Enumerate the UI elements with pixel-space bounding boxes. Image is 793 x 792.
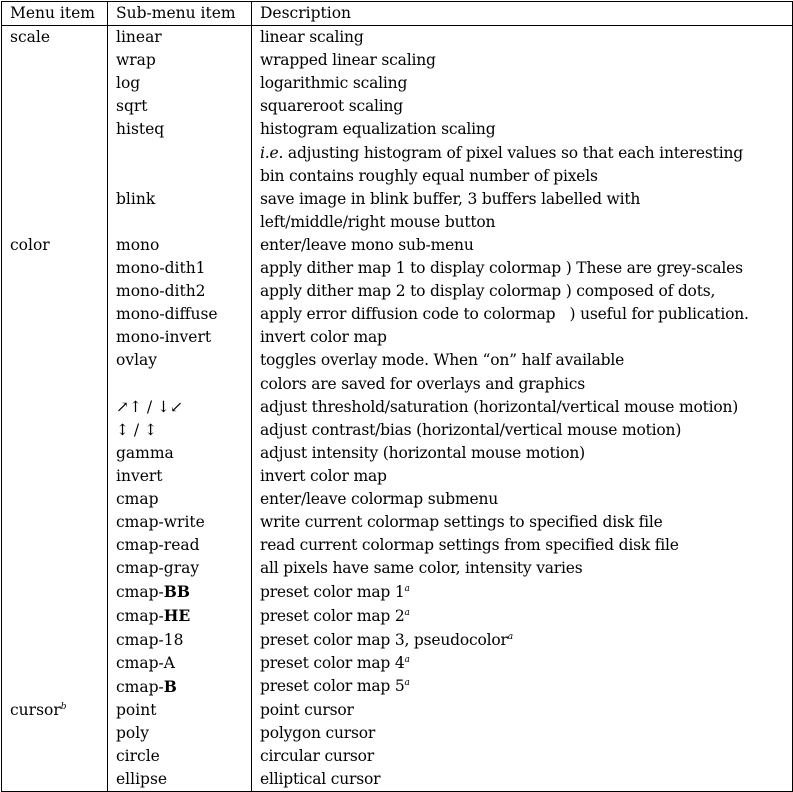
table-row: [2, 188, 793, 211]
description-text: write current colormap settings to specified disk file: [260, 513, 663, 532]
description-cell: [252, 745, 793, 768]
sub-menu-item-cell: [108, 557, 252, 580]
description-text: linear scaling: [260, 28, 364, 47]
table-row: [2, 165, 793, 188]
description-text: bin contains roughly equal number of pixels: [260, 166, 598, 185]
menu-item-cell: [2, 768, 108, 792]
description-cell: [252, 280, 793, 303]
menu-item-cell: [2, 373, 108, 396]
description-cell: [252, 26, 793, 50]
table-row: [2, 557, 793, 580]
table-row: [2, 488, 793, 511]
menu-item-cell: [2, 465, 108, 488]
description-text: all pixels have same color, intensity varies: [260, 559, 583, 578]
menu-item-cell: [2, 49, 108, 72]
menu-item-cell: [2, 604, 108, 628]
menu-item-cell: [2, 675, 108, 699]
description-text: left/middle/right mouse button: [260, 212, 496, 231]
footnote-marker: a: [507, 631, 513, 642]
description-text: wrapped linear scaling: [260, 51, 436, 70]
sub-menu-item-label: cmap-: [116, 677, 164, 696]
table-row: [2, 26, 793, 50]
sub-menu-item-cell: [108, 442, 252, 465]
table-row: [2, 511, 793, 534]
menu-item-cell: [2, 629, 108, 652]
description-cell: [252, 165, 793, 188]
sub-menu-item-cell: [108, 534, 252, 557]
description-cell: [252, 95, 793, 118]
sub-menu-item-label: cmap-: [116, 583, 164, 602]
footnote-marker: a: [404, 583, 410, 594]
sub-menu-item-cell: [108, 72, 252, 95]
sub-menu-item-label: cmap-write: [116, 513, 205, 532]
sub-menu-item-cell: [108, 465, 252, 488]
description-text: point cursor: [260, 700, 354, 719]
footnote-marker: a: [404, 678, 410, 689]
menu-item-cell: [2, 745, 108, 768]
description-cell: [252, 234, 793, 257]
sub-menu-item-label: ↗↑ / ↓↙: [116, 397, 184, 416]
sub-menu-item-cell: [108, 211, 252, 234]
sub-menu-item-cell: [108, 722, 252, 745]
description-text: squareroot scaling: [260, 97, 404, 116]
menu-item-cell: [2, 326, 108, 349]
description-cell: [252, 326, 793, 349]
sub-menu-item-bold-suffix: HE: [163, 606, 191, 626]
description-cell: [252, 511, 793, 534]
description-text: apply dither map 1 to display colormap ) These are grey-scales: [260, 259, 743, 278]
description-cell: [252, 118, 793, 141]
sub-menu-item-cell: [108, 604, 252, 628]
footnote-marker: a: [404, 607, 410, 618]
sub-menu-item-label: point: [116, 700, 157, 719]
table-row: [2, 211, 793, 234]
sub-menu-item-label: log: [116, 74, 141, 93]
menu-item-cell: [2, 234, 108, 257]
sub-menu-item-bold-suffix: B: [163, 676, 177, 696]
description-cell: [252, 349, 793, 372]
description-cell: [252, 257, 793, 280]
sub-menu-item-label: gamma: [116, 443, 174, 462]
description-text: preset color map 5: [260, 677, 405, 696]
sub-menu-item-label: cmap-: [116, 607, 164, 626]
menu-item-cell: [2, 722, 108, 745]
description-text: apply dither map 2 to display colormap ) composed of dots,: [260, 282, 716, 301]
description-text: histogram equalization scaling: [260, 120, 496, 139]
sub-menu-item-cell: [108, 95, 252, 118]
description-cell: [252, 49, 793, 72]
menu-item-cell: [2, 580, 108, 604]
menu-item-cell: [2, 118, 108, 141]
description-cell: [252, 629, 793, 652]
description-cell: [252, 652, 793, 675]
menu-item-cell: [2, 303, 108, 326]
table-row: [2, 349, 793, 372]
menu-item-cell: [2, 534, 108, 557]
description-text: logarithmic scaling: [260, 74, 408, 93]
description-cell: [252, 675, 793, 699]
sub-menu-item-cell: [108, 652, 252, 675]
sub-menu-item-cell: [108, 257, 252, 280]
table-row: [2, 118, 793, 141]
sub-menu-item-cell: [108, 396, 252, 419]
menu-item-cell: [2, 257, 108, 280]
sub-menu-item-label: cmap-A: [116, 653, 175, 672]
sub-menu-item-cell: [108, 419, 252, 442]
sub-menu-item-label: histeq: [116, 120, 165, 139]
table-row: [2, 745, 793, 768]
description-text: polygon cursor: [260, 723, 376, 742]
menu-item-cell: [2, 396, 108, 419]
sub-menu-item-cell: [108, 629, 252, 652]
menu-item-cell: [2, 26, 108, 50]
sub-menu-item-label: ellipse: [116, 770, 168, 789]
sub-menu-item-label: cmap-gray: [116, 559, 200, 578]
sub-menu-item-label: ↕ / ↕: [116, 420, 158, 439]
menu-item-cell: [2, 188, 108, 211]
menu-item-cell: [2, 652, 108, 675]
menu-item-label: color: [10, 235, 50, 254]
header-description: Description: [252, 2, 793, 26]
sub-menu-item-label: mono-invert: [116, 328, 212, 347]
menu-item-cell: [2, 419, 108, 442]
description-cell: [252, 488, 793, 511]
sub-menu-item-cell: [108, 165, 252, 188]
description-emphasis: i.e.: [260, 143, 284, 162]
header-sub-menu-item: Sub-menu item: [108, 2, 252, 26]
sub-menu-item-cell: [108, 118, 252, 141]
description-text: preset color map 1: [260, 582, 405, 601]
description-cell: [252, 465, 793, 488]
menu-item-cell: [2, 95, 108, 118]
description-text: colors are saved for overlays and graphics: [260, 374, 585, 393]
table-body: [2, 26, 793, 792]
table-row: [2, 465, 793, 488]
sub-menu-item-cell: [108, 26, 252, 50]
sub-menu-item-label: linear: [116, 28, 162, 47]
menu-item-cell: [2, 511, 108, 534]
sub-menu-item-label: poly: [116, 723, 149, 742]
sub-menu-item-cell: [108, 699, 252, 722]
sub-menu-item-label: ovlay: [116, 351, 158, 370]
description-cell: [252, 396, 793, 419]
table-row: [2, 604, 793, 628]
sub-menu-item-label: cmap-read: [116, 536, 200, 555]
table-row: [2, 442, 793, 465]
table-row: [2, 142, 793, 165]
description-text: read current colormap settings from specified disk file: [260, 536, 679, 555]
description-cell: [252, 768, 793, 792]
sub-menu-item-label: mono-diffuse: [116, 305, 218, 324]
sub-menu-item-label: blink: [116, 189, 156, 208]
table-row: [2, 675, 793, 699]
menu-item-cell: [2, 699, 108, 722]
menu-item-cell: [2, 349, 108, 372]
sub-menu-item-cell: [108, 745, 252, 768]
description-cell: [252, 722, 793, 745]
menu-item-cell: [2, 488, 108, 511]
sub-menu-item-cell: [108, 488, 252, 511]
menu-item-cell: [2, 72, 108, 95]
sub-menu-item-label: invert: [116, 466, 163, 485]
description-text: enter/leave mono sub-menu: [260, 235, 474, 254]
sub-menu-item-label: cmap-18: [116, 630, 184, 649]
description-cell: [252, 211, 793, 234]
table-row: [2, 49, 793, 72]
menu-reference-table: [1, 1, 793, 792]
sub-menu-item-label: mono-dith1: [116, 259, 206, 278]
description-cell: [252, 373, 793, 396]
sub-menu-item-bold-suffix: BB: [163, 582, 190, 602]
sub-menu-item-label: sqrt: [116, 97, 148, 116]
menu-item-cell: [2, 142, 108, 165]
table-row: [2, 303, 793, 326]
table-row: [2, 768, 793, 792]
description-text: toggles overlay mode. When “on” half available: [260, 351, 625, 370]
table-row: [2, 652, 793, 675]
description-cell: [252, 303, 793, 326]
description-text: adjusting histogram of pixel values so that each interesting: [283, 143, 743, 162]
sub-menu-item-cell: [108, 49, 252, 72]
table-row: [2, 534, 793, 557]
sub-menu-item-cell: [108, 326, 252, 349]
description-cell: [252, 442, 793, 465]
description-cell: [252, 557, 793, 580]
description-text: apply error diffusion code to colormap ) useful for publication.: [260, 305, 749, 324]
description-text: invert color map: [260, 466, 387, 485]
header-row: [2, 2, 793, 26]
table-row: [2, 373, 793, 396]
menu-item-label: scale: [10, 28, 51, 47]
sub-menu-item-label: cmap: [116, 489, 159, 508]
menu-item-cell: [2, 280, 108, 303]
table-row: [2, 629, 793, 652]
sub-menu-item-cell: [108, 142, 252, 165]
table-row: [2, 419, 793, 442]
sub-menu-item-cell: [108, 580, 252, 604]
table-row: [2, 280, 793, 303]
menu-item-cell: [2, 557, 108, 580]
description-text: adjust threshold/saturation (horizontal/vertical mouse motion): [260, 397, 739, 416]
header-menu-item: Menu item: [2, 2, 108, 26]
sub-menu-item-cell: [108, 511, 252, 534]
table-row: [2, 95, 793, 118]
sub-menu-item-cell: [108, 303, 252, 326]
description-text: preset color map 3, pseudocolor: [260, 630, 508, 649]
description-text: invert color map: [260, 328, 387, 347]
description-cell: [252, 188, 793, 211]
sub-menu-item-label: mono: [116, 235, 160, 254]
table-row: [2, 72, 793, 95]
description-cell: [252, 419, 793, 442]
description-text: preset color map 4: [260, 653, 405, 672]
description-text: preset color map 2: [260, 606, 405, 625]
sub-menu-item-cell: [108, 349, 252, 372]
menu-item-label: cursor: [10, 700, 61, 719]
sub-menu-item-cell: [108, 373, 252, 396]
table-row: [2, 326, 793, 349]
menu-item-cell: [2, 211, 108, 234]
footnote-marker: b: [60, 701, 67, 712]
sub-menu-item-cell: [108, 768, 252, 792]
table-row: [2, 396, 793, 419]
table-row: [2, 580, 793, 604]
table-row: [2, 257, 793, 280]
sub-menu-item-label: circle: [116, 747, 160, 765]
footnote-marker: a: [404, 654, 410, 665]
description-text: enter/leave colormap submenu: [260, 489, 499, 508]
sub-menu-item-cell: [108, 675, 252, 699]
description-text: adjust intensity (horizontal mouse motion): [260, 443, 586, 462]
table-row: [2, 699, 793, 722]
sub-menu-item-label: wrap: [116, 51, 156, 70]
description-cell: [252, 142, 793, 165]
sub-menu-item-cell: [108, 280, 252, 303]
table-row: [2, 722, 793, 745]
description-cell: [252, 72, 793, 95]
sub-menu-item-label: mono-dith2: [116, 282, 206, 301]
description-text: save image in blink buffer, 3 buffers labelled with: [260, 189, 641, 208]
description-cell: [252, 534, 793, 557]
description-cell: [252, 604, 793, 628]
table-row: [2, 234, 793, 257]
description-text: circular cursor: [260, 747, 375, 765]
sub-menu-item-cell: [108, 188, 252, 211]
description-cell: [252, 580, 793, 604]
menu-item-cell: [2, 165, 108, 188]
description-cell: [252, 699, 793, 722]
sub-menu-item-cell: [108, 234, 252, 257]
description-text: elliptical cursor: [260, 770, 381, 789]
menu-item-cell: [2, 442, 108, 465]
description-text: adjust contrast/bias (horizontal/vertical mouse motion): [260, 420, 682, 439]
